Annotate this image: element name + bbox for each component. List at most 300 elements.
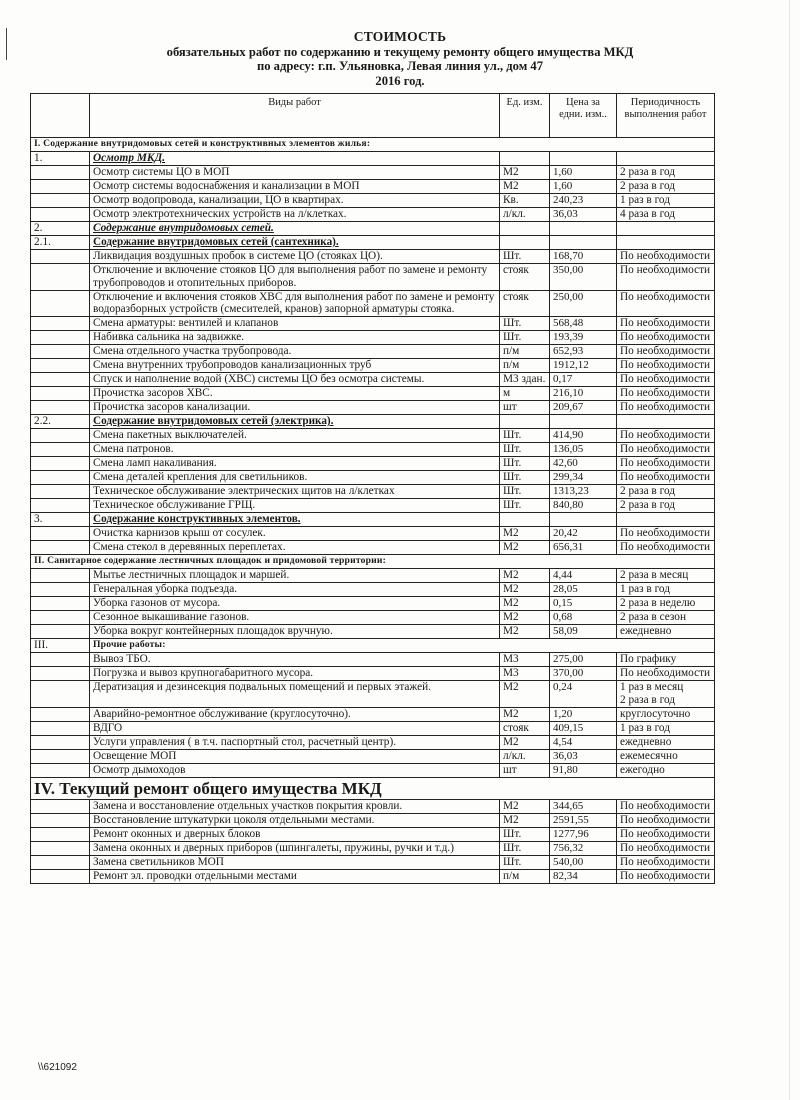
unit-cell: М2 [500,625,550,639]
frequency-cell: По необходимости [617,457,715,471]
subsection-row [31,236,715,250]
subsection-title: Содержание внутридомовых сетей (электрика). [90,415,500,429]
work-type-cell: Смена патронов. [90,443,500,457]
work-type-cell: Осмотр электротехнических устройств на л/клетках. [90,208,500,222]
frequency-cell: 1 раз в год [617,721,715,735]
section-heading-row [31,555,715,569]
unit-cell [500,222,550,236]
unit-cell: м [500,387,550,401]
frequency-cell: 1 раз в год [617,194,715,208]
number-cell [31,166,90,180]
frequency-cell: По необходимости [617,387,715,401]
price-cell: 370,00 [550,667,617,681]
work-type-cell: Вывоз ТБО. [90,653,500,667]
price-cell [550,222,617,236]
price-cell: 193,39 [550,331,617,345]
number-cell [31,359,90,373]
table-row [31,763,715,777]
table-row [31,331,715,345]
cost-table [30,93,715,884]
number-cell [31,667,90,681]
number-cell [31,443,90,457]
unit-cell: Шт. [500,841,550,855]
table-row [31,290,715,317]
frequency-cell: 1 раз в год [617,583,715,597]
work-type-cell: Аварийно-ремонтное обслуживание (круглосуточно). [90,707,500,721]
frequency-cell: По графику [617,653,715,667]
table-row [31,667,715,681]
unit-cell: шт [500,763,550,777]
price-cell: 42,60 [550,457,617,471]
price-cell: 275,00 [550,653,617,667]
price-cell: 1,60 [550,180,617,194]
number-cell [31,707,90,721]
price-cell: 350,00 [550,264,617,291]
table-row [31,597,715,611]
work-type-cell: Осмотр водопровода, канализации, ЦО в квартирах. [90,194,500,208]
frequency-cell: 1 раз в месяц 2 раза в год [617,681,715,708]
price-cell: 216,10 [550,387,617,401]
price-cell: 0,17 [550,373,617,387]
frequency-cell: 2 раза в месяц [617,569,715,583]
frequency-cell: По необходимости [617,401,715,415]
number-cell [31,597,90,611]
unit-cell: стояк [500,290,550,317]
work-type-cell: Восстановление штукатурки цоколя отдельными местами. [90,813,500,827]
table-row [31,541,715,555]
price-cell: 1277,96 [550,827,617,841]
price-cell: 36,03 [550,208,617,222]
price-cell: 36,03 [550,749,617,763]
price-cell: 0,68 [550,611,617,625]
number-cell [31,250,90,264]
number-cell [31,457,90,471]
work-type-cell: Смена деталей крепления для светильников. [90,471,500,485]
table-row [31,429,715,443]
work-type-cell: Погрузка и вывоз крупногабаритного мусора. [90,667,500,681]
unit-cell: М3 [500,667,550,681]
unit-cell: М2 [500,597,550,611]
frequency-cell: По необходимости [617,855,715,869]
number-cell [31,625,90,639]
work-type-cell: Прочистка засоров ХВС. [90,387,500,401]
price-cell: 240,23 [550,194,617,208]
unit-cell: Шт. [500,331,550,345]
table-row [31,625,715,639]
subsection-row [31,415,715,429]
frequency-cell: По необходимости [617,359,715,373]
work-type-cell: Спуск и наполнение водой (ХВС) системы ЦО без осмотра системы. [90,373,500,387]
table-row [31,611,715,625]
number-cell [31,763,90,777]
number-cell [31,485,90,499]
work-type-cell: Очистка карнизов крыш от сосулек. [90,527,500,541]
table-row [31,401,715,415]
price-cell: 299,34 [550,471,617,485]
frequency-cell: ежегодно [617,763,715,777]
document-year: 2016 год. [375,73,425,88]
unit-cell: Шт. [500,429,550,443]
frequency-cell: По необходимости [617,667,715,681]
unit-cell: Шт. [500,499,550,513]
unit-cell: Шт. [500,485,550,499]
subsection-number: 3. [31,513,90,527]
work-type-cell: Генеральная уборка подъезда. [90,583,500,597]
price-cell: 168,70 [550,250,617,264]
work-type-cell: Осмотр системы ЦО в МОП [90,166,500,180]
price-cell [550,415,617,429]
section-heading: IV. Текущий ремонт общего имущества МКД [31,777,715,799]
number-cell [31,841,90,855]
work-type-cell: Ремонт оконных и дверных блоков [90,827,500,841]
unit-cell: стояк [500,264,550,291]
table-row [31,735,715,749]
table-row [31,841,715,855]
document-subtitle: обязательных работ по содержанию и текущему ремонту общего имущества МКД [166,44,634,59]
frequency-cell [617,152,715,166]
work-type-cell: Уборка вокруг контейнерных площадок вручную. [90,625,500,639]
work-type-cell: Смена внутренних трубопроводов канализационных труб [90,359,500,373]
table-row [31,387,715,401]
frequency-cell: 2 раза в год [617,499,715,513]
table-row [31,345,715,359]
frequency-cell: По необходимости [617,317,715,331]
unit-cell: Шт. [500,250,550,264]
section-heading: Прочие работы: [90,639,715,653]
work-type-cell: Уборка газонов от мусора. [90,597,500,611]
price-cell: 409,15 [550,721,617,735]
unit-cell: М2 [500,799,550,813]
unit-cell [500,415,550,429]
unit-cell: Шт. [500,457,550,471]
unit-cell: п/м [500,869,550,883]
work-type-cell: Смена стекол в деревянных переплетах. [90,541,500,555]
table-row [31,827,715,841]
number-cell [31,869,90,883]
number-cell [31,387,90,401]
price-cell: 250,00 [550,290,617,317]
price-cell: 209,67 [550,401,617,415]
section-heading-row [31,138,715,152]
subsection-number: 2. [31,222,90,236]
number-cell [31,813,90,827]
table-row [31,499,715,513]
frequency-cell: По необходимости [617,290,715,317]
number-cell [31,401,90,415]
work-type-cell: Замена и восстановление отдельных участков покрытия кровли. [90,799,500,813]
work-type-cell: Освещение МОП [90,749,500,763]
work-type-cell: Дератизация и дезинсекция подвальных помещений и первых этажей. [90,681,500,708]
unit-cell: Шт. [500,827,550,841]
unit-cell: стояк [500,721,550,735]
table-row [31,721,715,735]
unit-cell: Шт. [500,855,550,869]
frequency-cell: По необходимости [617,869,715,883]
unit-cell: шт [500,401,550,415]
unit-cell: Шт. [500,317,550,331]
number-cell [31,317,90,331]
price-cell: 840,80 [550,499,617,513]
header-frequency: Периодичность выполнения работ [617,94,715,138]
price-cell: 91,80 [550,763,617,777]
frequency-cell: По необходимости [617,527,715,541]
price-cell: 28,05 [550,583,617,597]
unit-cell: Шт. [500,471,550,485]
frequency-cell: 4 раза в год [617,208,715,222]
unit-cell: п/м [500,345,550,359]
frequency-cell: По необходимости [617,345,715,359]
subsection-title: Содержание конструктивных элементов. [90,513,500,527]
work-type-cell: Смена пакетных выключателей. [90,429,500,443]
work-type-cell: Техническое обслуживание электрических щитов на л/клетках [90,485,500,499]
price-cell: 2591,55 [550,813,617,827]
header-unit: Ед. изм. [500,94,550,138]
section-heading-row [31,639,715,653]
subsection-title: Содержание внутридомовых сетей (сантехника). [90,236,500,250]
frequency-cell: 2 раза в год [617,485,715,499]
work-type-cell: Замена оконных и дверных приборов (шпингалеты, пружины, ручки и т.д.) [90,841,500,855]
number-cell [31,194,90,208]
table-row [31,208,715,222]
unit-cell: М3 здан. [500,373,550,387]
price-cell: 0,24 [550,681,617,708]
price-cell: 1313,23 [550,485,617,499]
price-cell: 20,42 [550,527,617,541]
number-cell [31,749,90,763]
unit-cell: л/кл. [500,749,550,763]
work-type-cell: Смена ламп накаливания. [90,457,500,471]
price-cell: 414,90 [550,429,617,443]
work-type-cell: Смена отдельного участка трубопровода. [90,345,500,359]
table-row [31,359,715,373]
table-row [31,653,715,667]
unit-cell: М3 [500,653,550,667]
table-row [31,707,715,721]
table-row [31,166,715,180]
table-row [31,317,715,331]
subsection-row [31,222,715,236]
unit-cell: М2 [500,813,550,827]
table-row [31,250,715,264]
price-cell: 0,15 [550,597,617,611]
section-number: III. [31,639,90,653]
price-cell: 4,44 [550,569,617,583]
frequency-cell: круглосуточно [617,707,715,721]
price-cell [550,152,617,166]
table-row [31,527,715,541]
unit-cell: М2 [500,541,550,555]
number-cell [31,180,90,194]
work-type-cell: Ремонт эл. проводки отдельными местами [90,869,500,883]
number-cell [31,541,90,555]
table-row [31,869,715,883]
table-row [31,443,715,457]
work-type-cell: Осмотр дымоходов [90,763,500,777]
frequency-cell: По необходимости [617,429,715,443]
subsection-title: Осмотр МКД. [90,152,500,166]
frequency-cell: По необходимости [617,827,715,841]
frequency-cell: По необходимости [617,443,715,457]
table-row [31,471,715,485]
unit-cell: М2 [500,527,550,541]
subsection-row [31,152,715,166]
number-cell [31,373,90,387]
header-price: Цена за едни. изм.. [550,94,617,138]
section-heading: II. Санитарное содержание лестничных площадок и придомовой территории: [31,555,715,569]
frequency-cell [617,222,715,236]
header-work-types: Виды работ [90,94,500,138]
work-type-cell: Отключение и включения стояков ХВС для выполнения работ по замене и ремонту водоразборных устройств (смесителей, кранов) запорной арматуры стояка. [90,290,500,317]
table-row [31,681,715,708]
header-number [31,94,90,138]
subsection-number: 1. [31,152,90,166]
unit-cell: М2 [500,569,550,583]
number-cell [31,264,90,291]
frequency-cell: 2 раза в неделю [617,597,715,611]
unit-cell: М2 [500,681,550,708]
subsection-title: Содержание внутридомовых сетей. [90,222,500,236]
price-cell: 136,05 [550,443,617,457]
section-heading-row [31,777,715,799]
table-row [31,485,715,499]
work-type-cell: Сезонное выкашивание газонов. [90,611,500,625]
frequency-cell [617,415,715,429]
unit-cell: п/м [500,359,550,373]
table-row [31,813,715,827]
document-address: по адресу: г.п. Ульяновка, Левая линия ул., дом 47 [256,59,544,73]
price-cell: 4,54 [550,735,617,749]
work-type-cell: Техническое обслуживание ГРЩ. [90,499,500,513]
unit-cell [500,236,550,250]
number-cell [31,827,90,841]
frequency-cell [617,513,715,527]
number-cell [31,681,90,708]
page-edge [789,0,790,1100]
number-cell [31,499,90,513]
price-cell: 1912,12 [550,359,617,373]
unit-cell: Шт. [500,443,550,457]
frequency-cell: 2 раза в год [617,180,715,194]
frequency-cell: По необходимости [617,813,715,827]
number-cell [31,611,90,625]
frequency-cell: По необходимости [617,799,715,813]
work-type-cell: Услуги управления ( в т.ч. паспортный стол, расчетный центр). [90,735,500,749]
section-heading: I. Содержание внутридомовых сетей и конструктивных элементов жилья: [31,138,715,152]
table-row [31,457,715,471]
price-cell: 568,48 [550,317,617,331]
work-type-cell: Замена светильников МОП [90,855,500,869]
number-cell [31,290,90,317]
table-row [31,749,715,763]
unit-cell: М2 [500,583,550,597]
table-row [31,583,715,597]
work-type-cell: Смена арматуры: вентилей и клапанов [90,317,500,331]
table-row [31,799,715,813]
price-cell: 756,32 [550,841,617,855]
number-cell [31,583,90,597]
subsection-row [31,513,715,527]
table-row [31,180,715,194]
number-cell [31,331,90,345]
frequency-cell: ежедневно [617,625,715,639]
frequency-cell: 2 раза в сезон [617,611,715,625]
number-cell [31,855,90,869]
number-cell [31,471,90,485]
unit-cell: М2 [500,166,550,180]
price-cell: 656,31 [550,541,617,555]
frequency-cell: По необходимости [617,541,715,555]
table-body [31,138,715,884]
scan-stamp: \\621092 [38,1062,77,1073]
work-type-cell: Отключение и включение стояков ЦО для выполнения работ по замене и ремонту трубопроводов и отопительных приборов. [90,264,500,291]
price-cell: 652,93 [550,345,617,359]
work-type-cell: Прочистка засоров канализации. [90,401,500,415]
number-cell [31,653,90,667]
price-cell: 58,09 [550,625,617,639]
price-cell: 344,65 [550,799,617,813]
unit-cell: л/кл. [500,208,550,222]
unit-cell: М2 [500,180,550,194]
frequency-cell [617,236,715,250]
table-row [31,194,715,208]
number-cell [31,208,90,222]
document-header [0,30,800,88]
frequency-cell: ежемесячно [617,749,715,763]
price-cell: 1,60 [550,166,617,180]
frequency-cell: ежедневно [617,735,715,749]
work-type-cell: Набивка сальника на задвижке. [90,331,500,345]
frequency-cell: По необходимости [617,373,715,387]
table-row [31,373,715,387]
unit-cell: М2 [500,735,550,749]
unit-cell: Кв. [500,194,550,208]
table-header-row [31,94,715,138]
price-cell: 1,20 [550,707,617,721]
table-row [31,264,715,291]
unit-cell: М2 [500,611,550,625]
frequency-cell: По необходимости [617,331,715,345]
price-cell [550,236,617,250]
frequency-cell: По необходимости [617,264,715,291]
number-cell [31,345,90,359]
number-cell [31,527,90,541]
document-title: СТОИМОСТЬ [353,29,447,44]
price-cell: 540,00 [550,855,617,869]
table-row [31,569,715,583]
number-cell [31,429,90,443]
frequency-cell: По необходимости [617,250,715,264]
unit-cell [500,513,550,527]
price-cell [550,513,617,527]
work-type-cell: Мытье лестничных площадок и маршей. [90,569,500,583]
work-type-cell: ВДГО [90,721,500,735]
subsection-number: 2.2. [31,415,90,429]
frequency-cell: По необходимости [617,841,715,855]
frequency-cell: 2 раза в год [617,166,715,180]
unit-cell: М2 [500,707,550,721]
work-type-cell: Ликвидация воздушных пробок в системе ЦО (стояках ЦО). [90,250,500,264]
number-cell [31,721,90,735]
frequency-cell: По необходимости [617,471,715,485]
number-cell [31,799,90,813]
unit-cell [500,152,550,166]
price-cell: 82,34 [550,869,617,883]
number-cell [31,735,90,749]
work-type-cell: Осмотр системы водоснабжения и канализации в МОП [90,180,500,194]
subsection-number: 2.1. [31,236,90,250]
number-cell [31,569,90,583]
table-row [31,855,715,869]
